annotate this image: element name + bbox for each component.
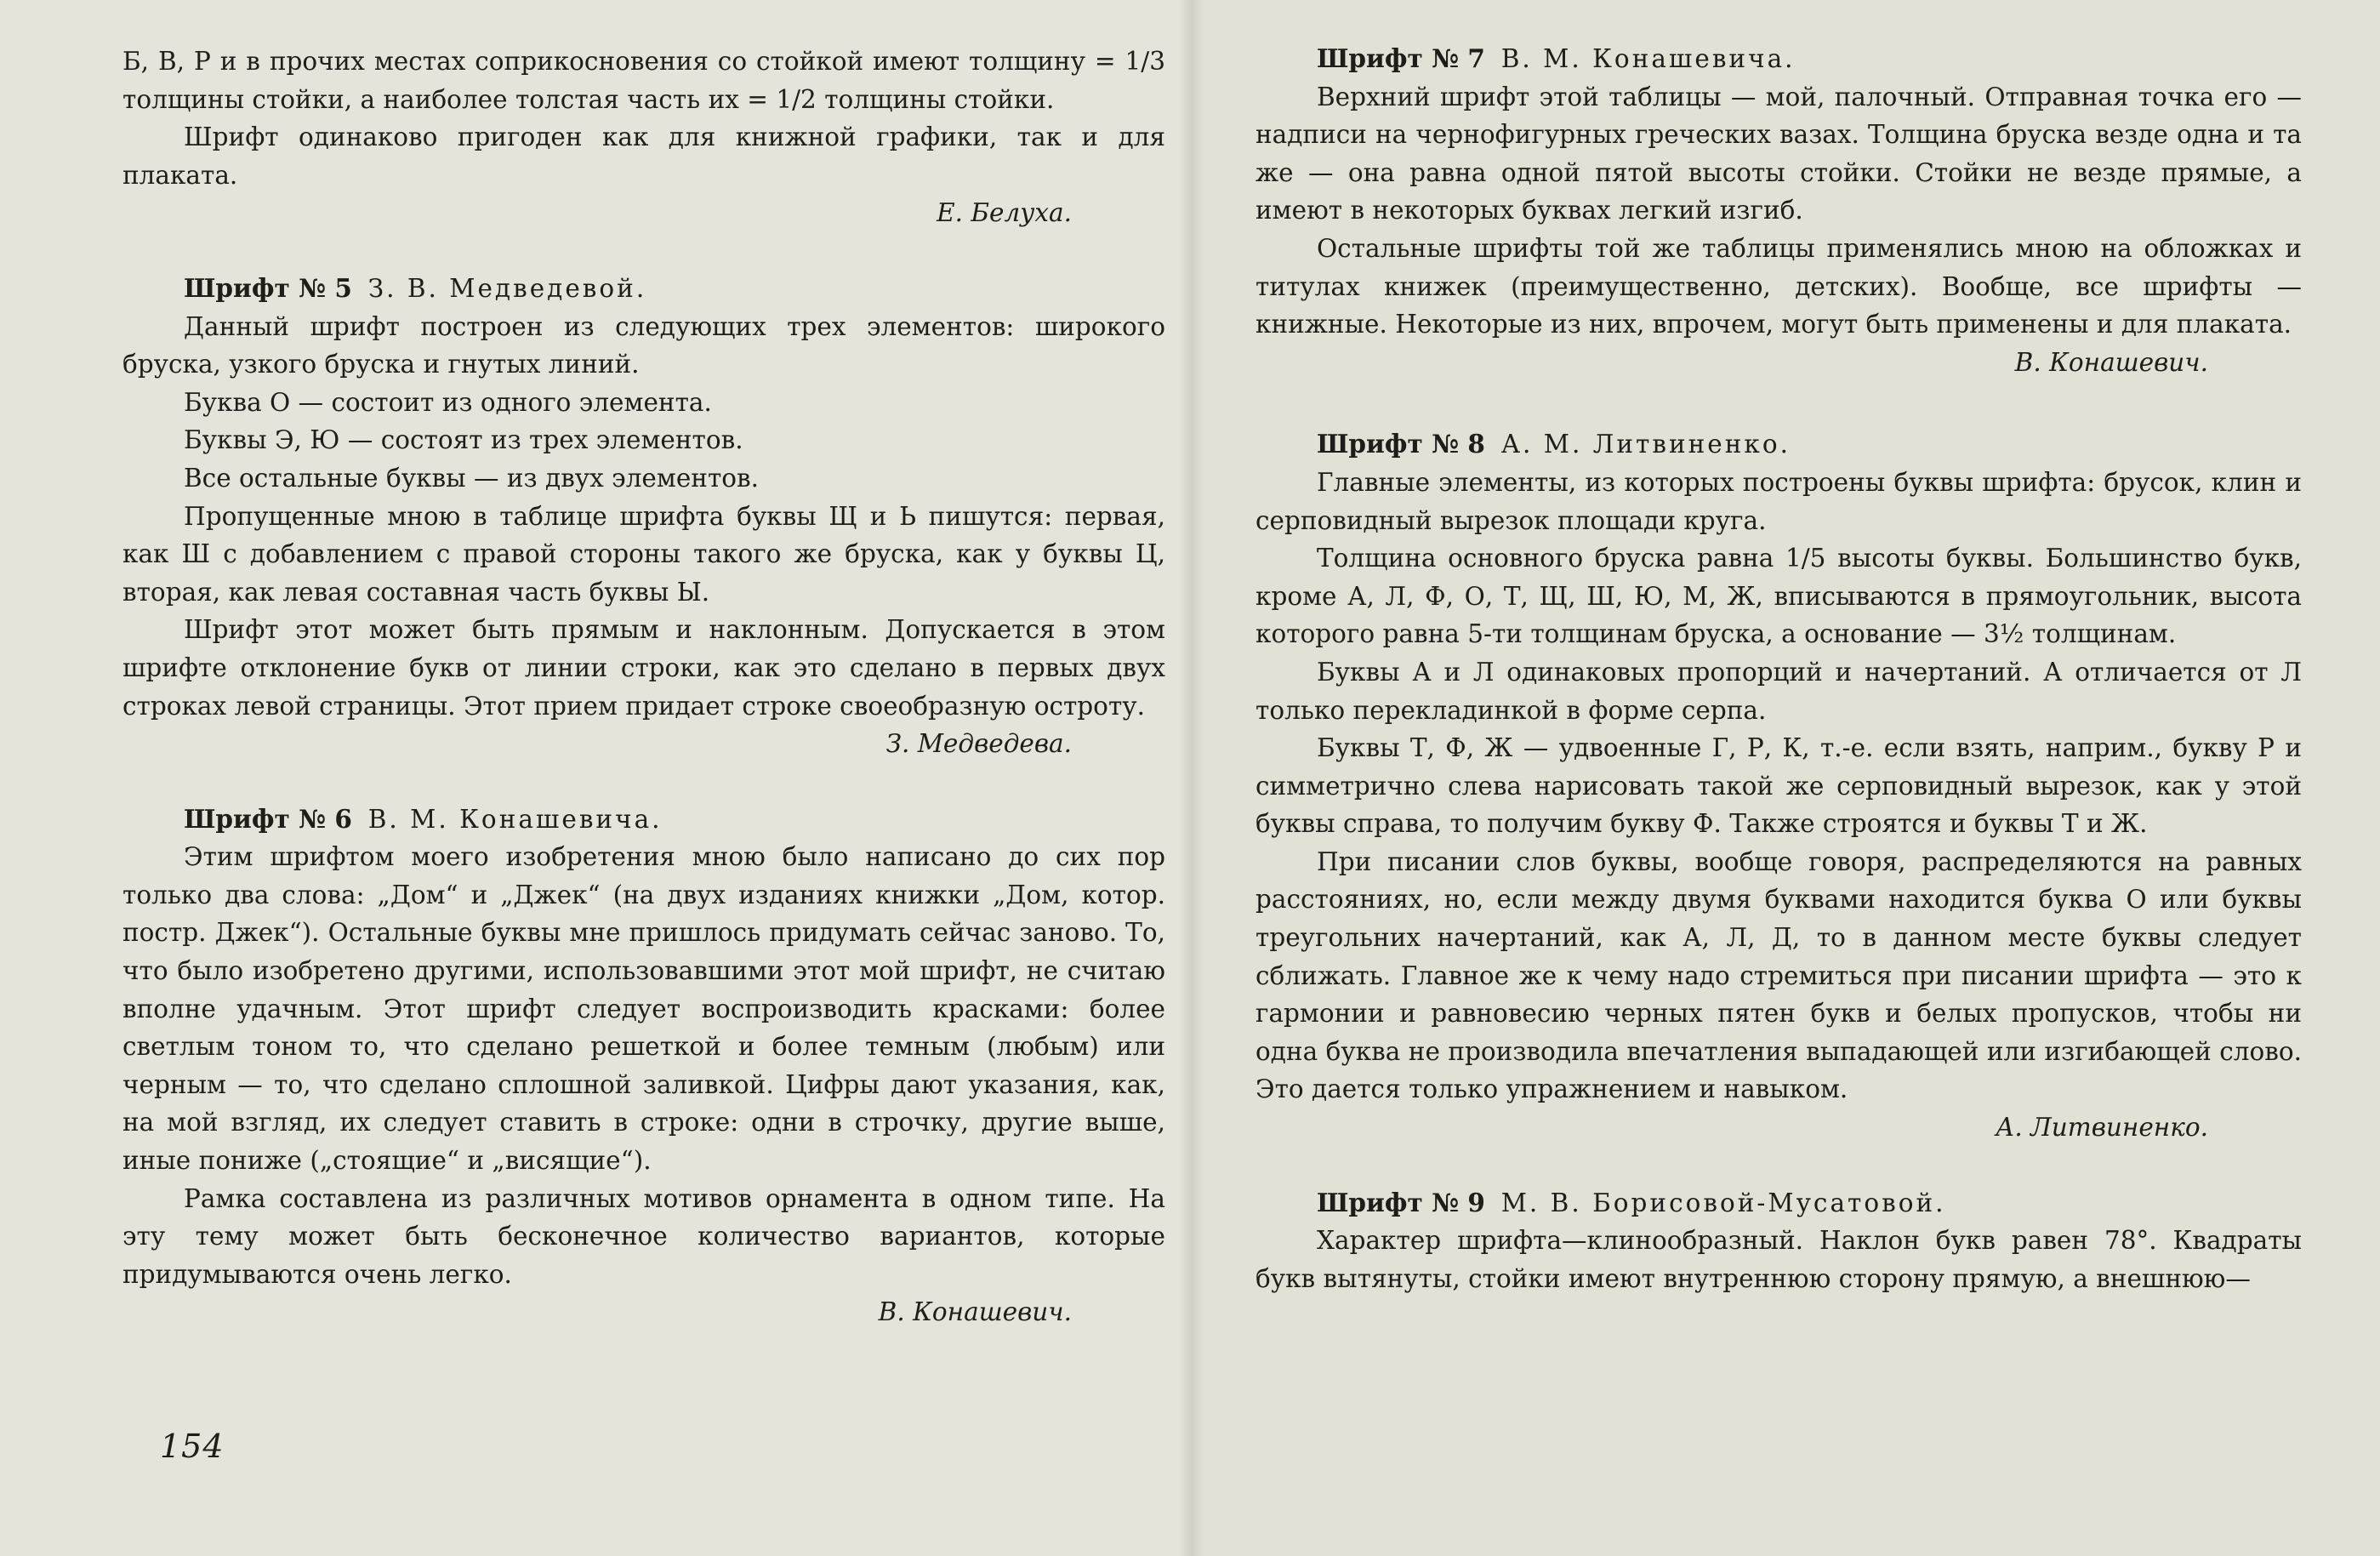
paragraph: Остальные шрифты той же таблицы применялись мною на обложках и титулах книжек (преимущественно, детских). Вообще, все шрифты — книжные. Некоторые из них, впрочем, могут быть применены и для плаката.: [1255, 233, 2302, 339]
font-number: Шрифт № 9: [1317, 1187, 1485, 1217]
paragraph: Б, В, Р и в прочих местах соприкосновения со стойкой имеют толщину = 1/3 толщины стойки, а наиболее толстая часть их = 1/2 толщины стойки.: [122, 47, 1165, 114]
paragraph: Характер шрифта—клинообразный. Наклон букв равен 78°. Квадраты букв вытянуты, стойки имеют внутреннюю сторону прямую, а внешнюю—: [1255, 1226, 2302, 1293]
section-heading-font-6: [122, 801, 1165, 839]
book-gutter: [1178, 0, 1204, 1556]
right-page-text: [1255, 40, 2302, 1297]
paragraph: Главные элементы, из которых построены буквы шрифта: брусок, клин и серповидный вырезок площади круга.: [1255, 467, 2302, 535]
signature-litvinenko: А. Литвиненко.: [1996, 1113, 2208, 1143]
paragraph: Буквы Э, Ю — состоят из трех элементов.: [184, 425, 743, 455]
paragraph: Пропущенные мною в таблице шрифта буквы Щ и Ь пишутся: первая, как Ш с добавлением с правой стороны такого же бруска, как у буквы Ц, вторая, как левая составная часть буквы Ы.: [122, 501, 1165, 607]
paragraph: Толщина основного бруска равна 1/5 высоты буквы. Большинство букв, кроме А, Л, Ф, О, Т, Щ, Ш, Ю, М, Ж, вписываются в прямоугольник, высота которого равна 5-ти толщинам бруска, а основание — 3½ толщинам.: [1255, 544, 2302, 649]
paragraph: Буквы Т, Ф, Ж — удвоенные Г, Р, К, т.-е. если взять, наприм., букву Р и симметрично слева нарисовать такой же серповидный вырезок, как у этой буквы справа, то получим букву Ф. Также строятся и буквы Т и Ж.: [1255, 733, 2302, 839]
paragraph: При писании слов буквы, вообще говоря, распределяются на равных расстояниях, но, если между двумя буквами находится буква О или буквы треугольних начертаний, как А, Л, Д, то в данном месте буквы следует сближать. Главное же к чему надо стремиться при писании шрифта — это к гармонии и равновесию черных пятен букв и белых пропусков, чтобы ни одна буква не производила впечатления выпадающей или изгибающей слово. Это дается только упражнением и навыком.: [1255, 846, 2302, 1104]
section-heading-font-5: [122, 270, 1165, 308]
signature-medvedeva: З. Медведева.: [885, 729, 1072, 759]
font-author: В. М. Конашевича.: [1500, 44, 1796, 73]
paragraph: Верхний шрифт этой таблицы — мой, палочный. Отправная точка его — надписи на чернофигурных греческих вазах. Толщина бруска везде одна и та же — она равна одной пятой высоты стойки. Стойки не везде прямые, а имеют в некоторых буквах легкий изгиб.: [1255, 82, 2302, 225]
font-number: Шрифт № 8: [1317, 429, 1485, 459]
page-number: 154: [160, 1428, 225, 1465]
paragraph: Шрифт одинаково пригоден как для книжной графики, так и для плаката.: [122, 123, 1165, 190]
paragraph: Этим шрифтом моего изобретения мною было написано до сих пор только два слова: „Дом“ и „Джек“ (на двух изданиях книжки „Дом, котор. постр. Джек“). Остальные буквы мне пришлось придумать сейчас заново. То, что было изобретено другими, использовавшими этот мой шрифт, не считаю вполне удачным. Этот шрифт следует воспроизводить красками: более светлым тоном то, что сделано решеткой и более темным (любым) или черным — то, что сделано сплошной заливкой. Цифры дают указания, как, на мой взгляд, их следует ставить в строке: одни в строчку, другие выше, иные пониже („стоящие“ и „висящие“).: [122, 842, 1165, 1176]
paragraph: Все остальные буквы — из двух элементов.: [184, 463, 760, 493]
paragraph: Шрифт этот может быть прямым и наклонным. Допускается в этом шрифте отклонение букв от линии строки, как это сделано в первых двух строках левой страницы. Этот прием придает строке своеобразную остроту.: [122, 615, 1165, 721]
paragraph: Буква О — состоит из одного элемента.: [184, 387, 712, 417]
font-number: Шрифт № 7: [1317, 43, 1485, 73]
section-heading-font-8: [1255, 425, 2302, 464]
signature-konashevich: В. Конашевич.: [878, 1297, 1072, 1327]
font-author: А. М. Литвиненко.: [1500, 430, 1791, 459]
font-author: М. В. Борисовой-Мусатовой.: [1500, 1188, 1946, 1217]
font-author: З. В. Медведевой.: [367, 273, 647, 303]
font-author: В. М. Конашевича.: [367, 804, 663, 834]
font-number: Шрифт № 6: [184, 803, 352, 834]
left-page-text: [122, 43, 1165, 1331]
paragraph: Данный шрифт построен из следующих трех элементов: широкого бруска, узкого бруска и гнутых линий.: [122, 311, 1165, 379]
paragraph: Рамка составлена из различных мотивов орнамента в одном типе. На эту тему может быть бесконечное количество вариантов, которые придумываются очень легко.: [122, 1183, 1165, 1289]
signature-konashevich: В. Конашевич.: [2014, 347, 2208, 377]
font-number: Шрифт № 5: [184, 272, 352, 303]
section-heading-font-7: [1255, 40, 2302, 78]
section-heading-font-9: [1255, 1184, 2302, 1223]
signature-belukha: Е. Белуха.: [937, 198, 1072, 228]
paragraph: Буквы А и Л одинаковых пропорций и начертаний. А отличается от Л только перекладинкой в форме серпа.: [1255, 657, 2302, 725]
